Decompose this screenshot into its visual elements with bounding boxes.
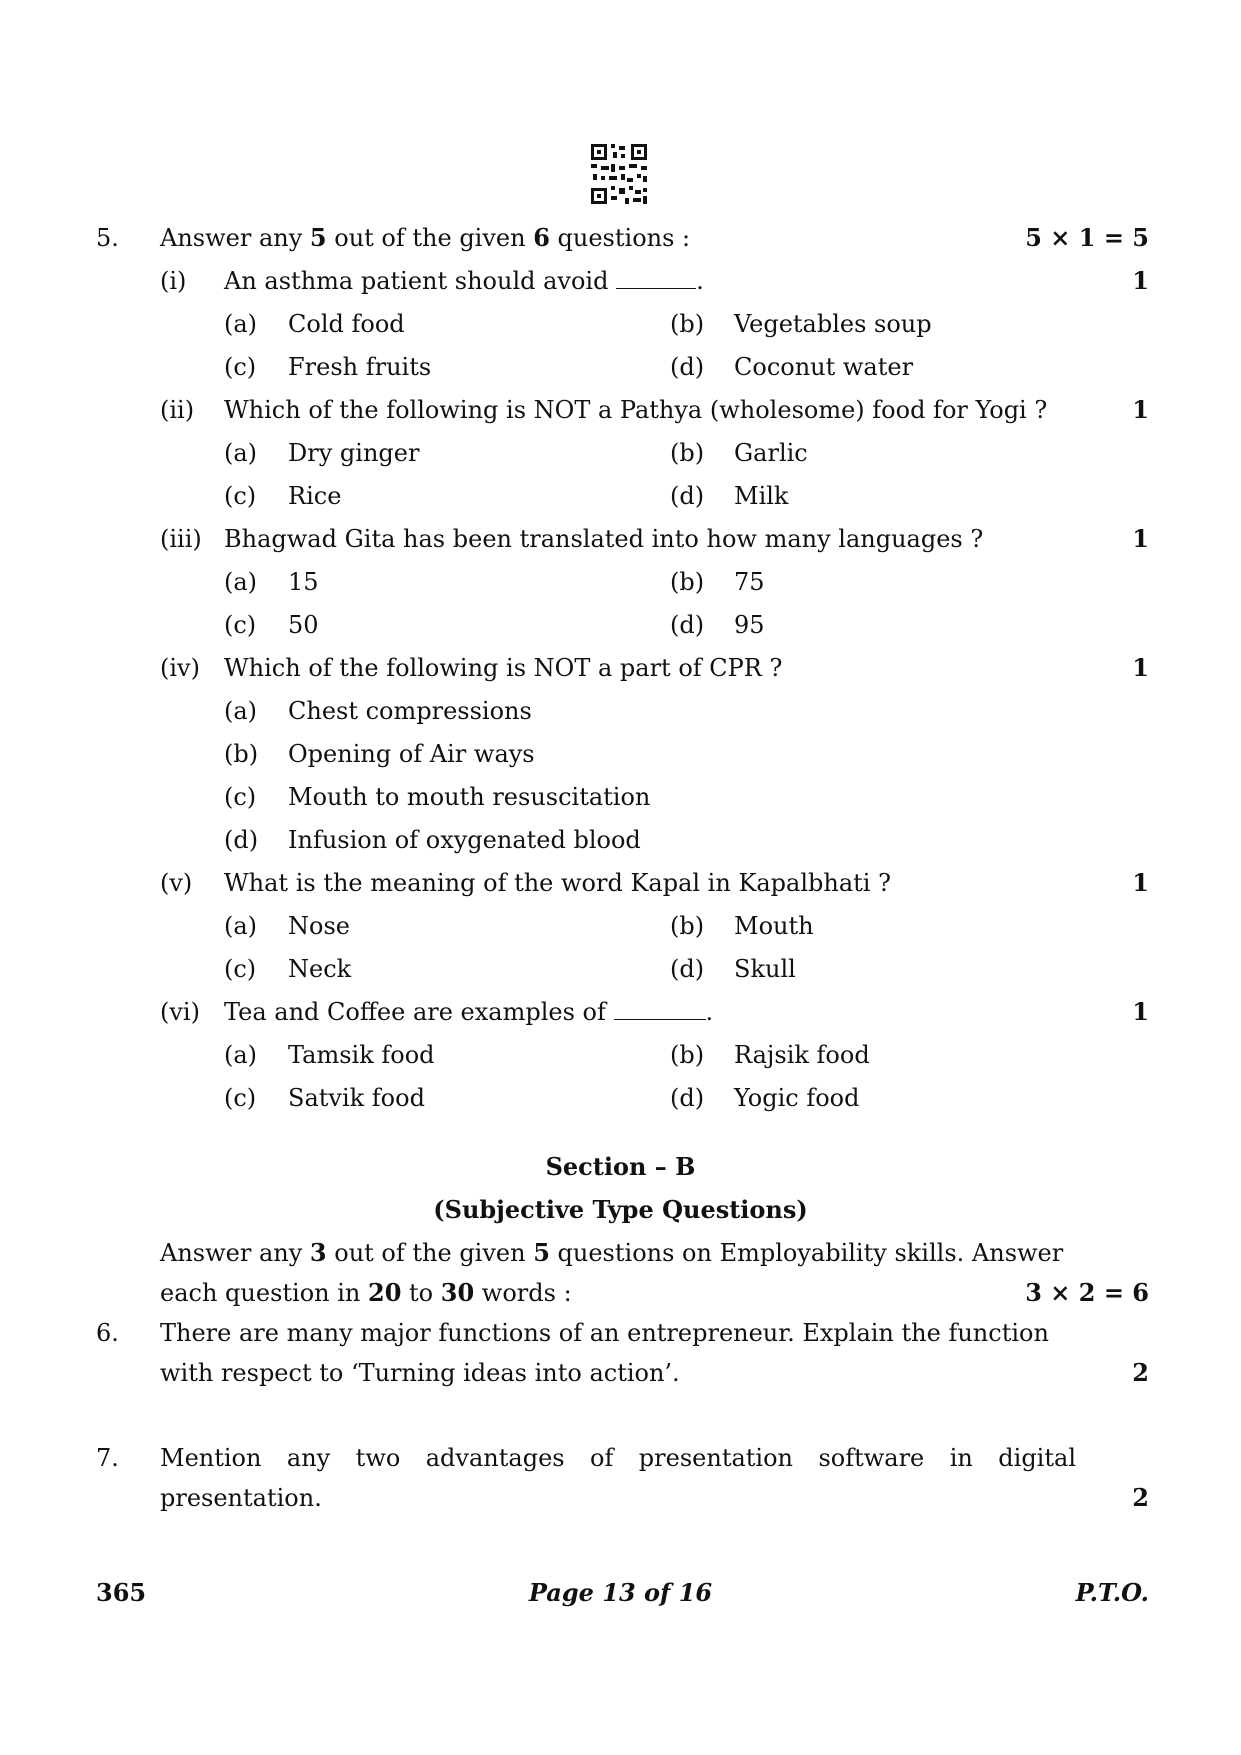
page-footer: [0, 1576, 1241, 1610]
option-label: (d): [670, 611, 705, 639]
question-text: Mention any two advantages of presentation software in digital: [160, 1444, 1076, 1472]
option-text: Rajsik food: [734, 1041, 870, 1069]
question-6-line-2: [0, 1356, 1241, 1390]
sub-question-ii: [0, 393, 1241, 427]
option-label: (d): [670, 955, 705, 983]
option-text: Yogic food: [734, 1084, 860, 1112]
option-text: Tamsik food: [288, 1041, 435, 1069]
option-label: (a): [224, 568, 258, 596]
sub-question-v: [0, 866, 1241, 900]
question-number: 6.: [96, 1319, 119, 1347]
page-number: Page 13 of 16: [528, 1578, 713, 1607]
question-6-line-1: [0, 1316, 1241, 1350]
section-subtitle: (Subjective Type Questions): [433, 1195, 808, 1224]
section-instruction-line-1: [0, 1236, 1241, 1270]
sub-question-mark: 1: [1132, 395, 1149, 424]
option-label: (d): [670, 1084, 705, 1112]
options-row: [0, 909, 1241, 943]
option-text: Skull: [734, 955, 796, 983]
option-label: (a): [224, 912, 258, 940]
option-text: Neck: [288, 955, 352, 983]
option-label: (b): [224, 740, 259, 768]
option-text: Nose: [288, 912, 350, 940]
sub-question-i: [0, 264, 1241, 298]
options-row: [0, 307, 1241, 341]
option-label: (b): [670, 912, 705, 940]
option-row: [0, 694, 1241, 728]
option-text: Dry ginger: [288, 439, 420, 467]
sub-question-number: (iii): [160, 525, 202, 553]
option-text: Infusion of oxygenated blood: [288, 826, 641, 854]
option-label: (b): [670, 439, 705, 467]
option-row: [0, 737, 1241, 771]
question-mark: 2: [1132, 1358, 1149, 1387]
sub-question-text: Which of the following is NOT a Pathya (wholesome) food for Yogi ?: [224, 396, 1048, 424]
sub-question-text: Tea and Coffee are examples of .: [224, 998, 714, 1026]
paper-code: 365: [96, 1578, 147, 1607]
instruction-text: each question in 20 to 30 words :: [160, 1278, 572, 1307]
section-marks: 3 × 2 = 6: [1025, 1278, 1149, 1307]
option-label: (c): [224, 611, 257, 639]
option-text: Mouth: [734, 912, 814, 940]
answer-blank: [616, 266, 696, 289]
option-label: (d): [670, 482, 705, 510]
option-row: [0, 823, 1241, 857]
option-label: (b): [670, 310, 705, 338]
option-text: Milk: [734, 482, 789, 510]
options-row: [0, 1038, 1241, 1072]
option-row: [0, 780, 1241, 814]
sub-question-number: (vi): [160, 998, 200, 1026]
option-text: Satvik food: [288, 1084, 425, 1112]
please-turn-over: P.T.O.: [1075, 1578, 1149, 1607]
option-label: (a): [224, 1041, 258, 1069]
section-instruction-line-2: [0, 1276, 1241, 1310]
options-row: [0, 350, 1241, 384]
option-text: Fresh fruits: [288, 353, 432, 381]
option-text: Chest compressions: [288, 697, 532, 725]
option-label: (c): [224, 783, 257, 811]
option-label: (d): [224, 826, 259, 854]
sub-question-mark: 1: [1132, 868, 1149, 897]
question-5-instruction: Answer any 5 out of the given 6 questions :: [160, 223, 691, 252]
option-text: 75: [734, 568, 765, 596]
sub-question-text: Bhagwad Gita has been translated into how many languages ?: [224, 525, 984, 553]
sub-question-text: What is the meaning of the word Kapal in Kapalbhati ?: [224, 869, 891, 897]
options-row: [0, 608, 1241, 642]
sub-question-text: An asthma patient should avoid .: [224, 267, 704, 295]
sub-question-mark: 1: [1132, 266, 1149, 295]
option-text: 50: [288, 611, 319, 639]
question-text: with respect to ‘Turning ideas into action’.: [160, 1359, 680, 1387]
option-text: Garlic: [734, 439, 808, 467]
sub-question-mark: 1: [1132, 653, 1149, 682]
option-text: Opening of Air ways: [288, 740, 535, 768]
option-text: Rice: [288, 482, 342, 510]
question-text: presentation.: [160, 1484, 322, 1512]
option-text: Vegetables soup: [734, 310, 932, 338]
sub-question-mark: 1: [1132, 524, 1149, 553]
option-text: Mouth to mouth resuscitation: [288, 783, 651, 811]
question-marks: 5 × 1 = 5: [1025, 223, 1149, 252]
options-row: [0, 436, 1241, 470]
sub-question-iii: [0, 522, 1241, 556]
option-label: (a): [224, 697, 258, 725]
option-text: 15: [288, 568, 319, 596]
sub-question-number: (v): [160, 869, 193, 897]
option-text: Cold food: [288, 310, 405, 338]
options-row: [0, 1081, 1241, 1115]
option-label: (d): [670, 353, 705, 381]
options-row: [0, 952, 1241, 986]
sub-question-vi: [0, 995, 1241, 1029]
option-label: (b): [670, 1041, 705, 1069]
option-text: Coconut water: [734, 353, 914, 381]
option-label: (b): [670, 568, 705, 596]
instruction-text: Answer any 3 out of the given 5 questions on Employability skills. Answer: [160, 1238, 1064, 1267]
sub-question-text: Which of the following is NOT a part of CPR ?: [224, 654, 783, 682]
sub-question-number: (iv): [160, 654, 200, 682]
options-row: [0, 565, 1241, 599]
question-text: There are many major functions of an entrepreneur. Explain the function: [160, 1319, 1049, 1347]
sub-question-mark: 1: [1132, 997, 1149, 1026]
sub-question-number: (ii): [160, 396, 195, 424]
option-label: (a): [224, 310, 258, 338]
option-label: (c): [224, 353, 257, 381]
question-7-line-1: [0, 1441, 1241, 1475]
sub-question-iv: [0, 651, 1241, 685]
section-title: Section – B: [545, 1152, 696, 1181]
option-label: (c): [224, 482, 257, 510]
question-5-header: [0, 221, 1241, 255]
question-number: 5.: [96, 224, 119, 252]
question-number: 7.: [96, 1444, 119, 1472]
option-label: (a): [224, 439, 258, 467]
question-mark: 2: [1132, 1483, 1149, 1512]
sub-question-number: (i): [160, 267, 187, 295]
option-label: (c): [224, 1084, 257, 1112]
qr-code: [591, 144, 647, 204]
options-row: [0, 479, 1241, 513]
option-label: (c): [224, 955, 257, 983]
answer-blank: [614, 997, 706, 1020]
question-7-line-2: [0, 1481, 1241, 1515]
option-text: 95: [734, 611, 765, 639]
